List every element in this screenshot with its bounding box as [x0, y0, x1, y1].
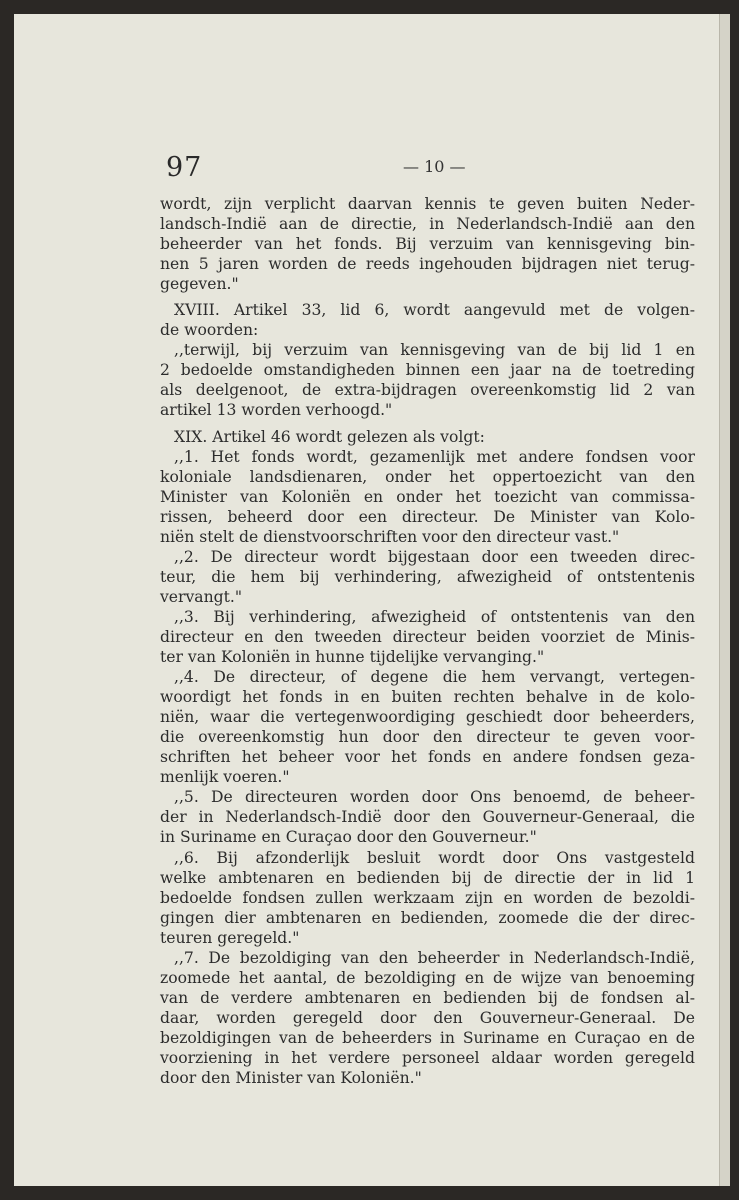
text-line: menlijk voeren." — [160, 768, 290, 787]
page-edge — [719, 14, 730, 1186]
text-line: koloniale landsdienaren, onder het oppertoezicht van den — [160, 467, 695, 486]
text-line: die overeenkomstig hun door den directeur te geven voor- — [160, 728, 695, 747]
body-text — [160, 194, 695, 1088]
text-line: ,,terwijl, bij verzuim van kennisgeving van de bij lid 1 en — [174, 341, 695, 360]
text-line: schriften het beheer voor het fonds en andere fondsen geza- — [160, 748, 695, 767]
text-line: welke ambtenaren en bedienden bij de directie der in lid 1 — [160, 868, 695, 887]
text-line: nen 5 jaren worden de reeds ingehouden bijdragen niet terug- — [160, 255, 695, 274]
text-line: ,,6. Bij afzonderlijk besluit wordt door Ons vastgesteld — [174, 848, 695, 867]
text-line: rissen, beheerd door een directeur. De Minister van Kolo- — [160, 507, 695, 526]
text-line: 2 bedoelde omstandigheden binnen een jaar na de toetreding — [160, 361, 695, 380]
text-line: ,,4. De directeur, of degene die hem vervangt, vertegen- — [174, 668, 695, 687]
text-line: ,,5. De directeuren worden door Ons benoemd, de beheer- — [174, 788, 695, 807]
text-line: bezoldigingen van de beheerders in Suriname en Curaçao en de — [160, 1028, 695, 1047]
text-line: woordigt het fonds in en buiten rechten behalve in de kolo- — [160, 688, 695, 707]
text-line: voorziening in het verdere personeel aldaar worden geregeld — [160, 1048, 695, 1067]
text-line: artikel 13 worden verhoogd." — [160, 401, 393, 420]
text-line: wordt, zijn verplicht daarvan kennis te geven buiten Neder- — [160, 195, 695, 213]
text-line: ,,3. Bij verhindering, afwezigheid of ontstentenis van den — [174, 607, 695, 626]
text-line: ,,2. De directeur wordt bijgestaan door een tweeden direc- — [174, 547, 695, 566]
document-page — [14, 14, 719, 1186]
text-line: landsch-Indië aan de directie, in Nederlandsch-Indië aan den — [160, 215, 695, 234]
text-line: niën, waar die vertegenwoordiging geschiedt door beheerders, — [160, 708, 695, 727]
text-line: directeur en den tweeden directeur beiden voorziet de Minis- — [160, 627, 695, 646]
text-line: gingen dier ambtenaren en bedienden, zoomede die der direc- — [160, 908, 695, 927]
running-head: — 10 — — [403, 157, 466, 176]
text-line: XIX. Artikel 46 wordt gelezen als volgt: — [174, 427, 485, 446]
page-number: 97 — [166, 152, 203, 183]
text-line: in Suriname en Curaçao door den Gouverneur." — [160, 828, 537, 847]
text-line: de woorden: — [160, 321, 259, 340]
text-line: ter van Koloniën in hunne tijdelijke vervanging." — [160, 648, 545, 667]
text-line: gegeven." — [160, 275, 239, 294]
text-line: als deelgenoot, de extra-bijdragen overeenkomstig lid 2 van — [160, 381, 695, 400]
text-line: Minister van Koloniën en onder het toezicht van commissa- — [160, 487, 695, 506]
text-line: ,,7. De bezoldiging van den beheerder in Nederlandsch-Indië, — [174, 948, 695, 967]
text-line: ,,1. Het fonds wordt, gezamenlijk met andere fondsen voor — [174, 447, 695, 466]
text-line: niën stelt de dienstvoorschriften voor den directeur vast." — [160, 527, 620, 546]
text-line: teur, die hem bij verhindering, afwezigheid of ontstentenis — [160, 567, 695, 586]
text-line: XVIII. Artikel 33, lid 6, wordt aangevuld met de volgen- — [174, 301, 695, 320]
text-line: van de verdere ambtenaren en bedienden bij de fondsen al- — [160, 988, 695, 1007]
text-line: teuren geregeld." — [160, 928, 300, 947]
text-line: der in Nederlandsch-Indië door den Gouverneur-Generaal, die — [160, 808, 695, 827]
text-line: bedoelde fondsen zullen werkzaam zijn en worden de bezoldi- — [160, 888, 695, 907]
text-line: door den Minister van Koloniën." — [160, 1069, 422, 1088]
text-line: zoomede het aantal, de bezoldiging en de wijze van benoeming — [160, 968, 695, 987]
text-line: daar, worden geregeld door den Gouverneur-Generaal. De — [160, 1008, 695, 1027]
text-line: beheerder van het fonds. Bij verzuim van kennisgeving bin- — [160, 235, 695, 254]
text-line: vervangt." — [160, 587, 243, 606]
